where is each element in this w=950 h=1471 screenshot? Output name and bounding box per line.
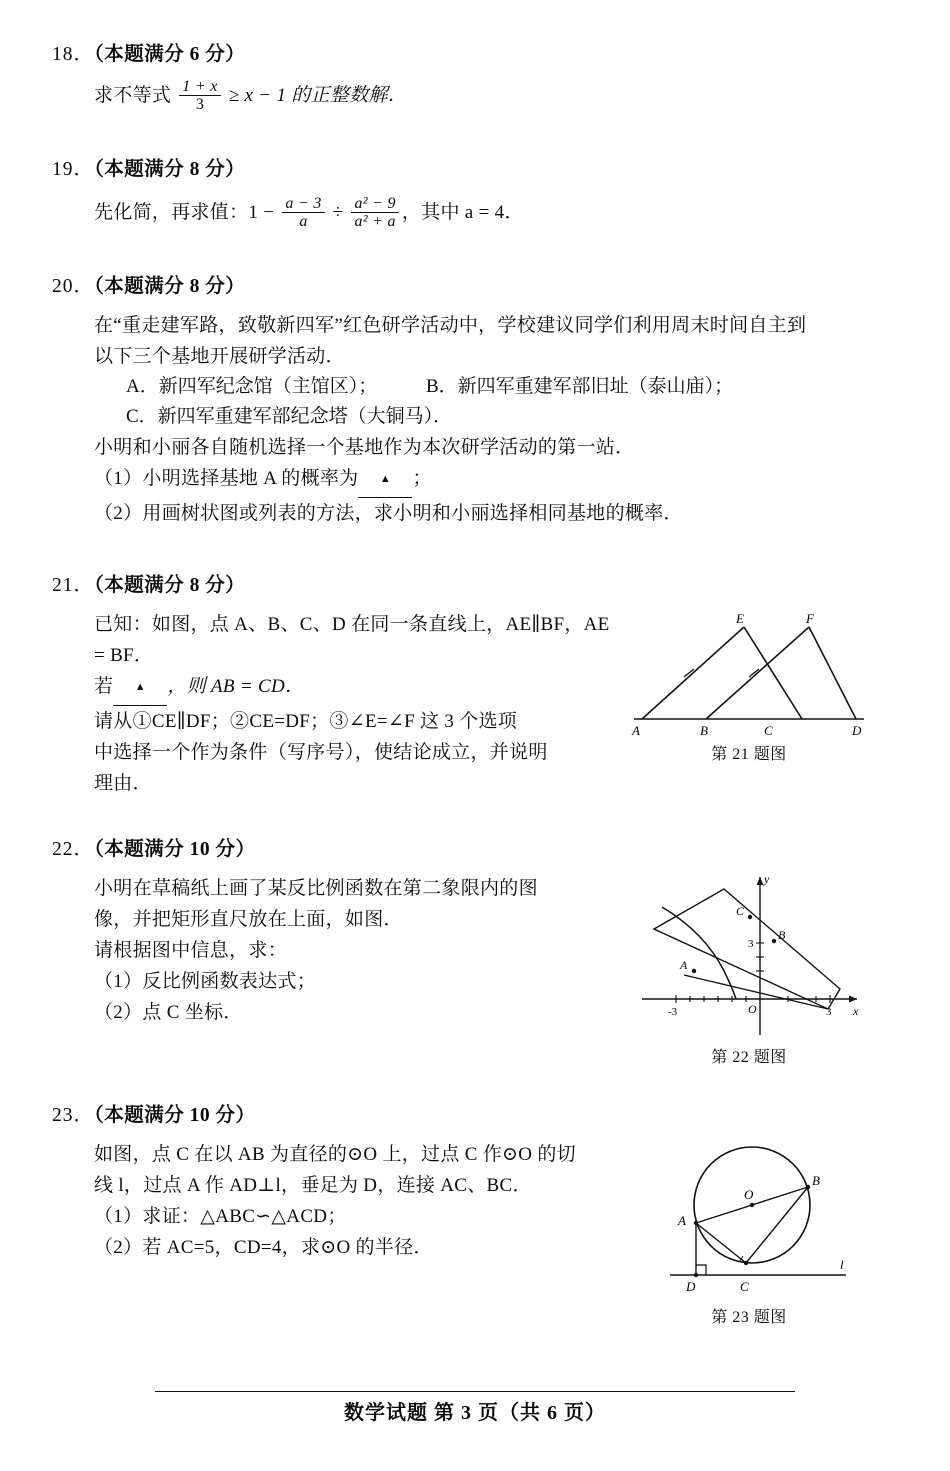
problem-20-option-b: B．新四军重建军部旧址（泰山庙）； <box>426 376 734 397</box>
answer-blank[interactable] <box>113 671 167 706</box>
problem-22-figure <box>632 867 867 1042</box>
problem-21-line-5: 理由． <box>94 773 152 794</box>
problem-19-pre: 先化简，再求值：1 − <box>94 202 280 223</box>
problem-20 <box>0 230 950 529</box>
problem-21-text <box>52 603 612 799</box>
problem-20-question-2: （2）用画树状图或列表的方法，求小明和小丽选择相同基地的概率． <box>94 503 683 524</box>
problem-20-options-ab <box>52 372 886 402</box>
fraction-numerator: a² − 9 <box>354 195 396 212</box>
problem-21 <box>0 529 950 799</box>
problem-19 <box>0 113 950 230</box>
svg-text:C: C <box>740 1279 749 1294</box>
problem-21-score: （本题满分 8 分） <box>94 575 246 596</box>
problem-20-line-2: 以下三个基地开展研学活动． <box>94 346 345 367</box>
problem-22-question-1: （1）反比例函数表达式； <box>94 971 317 992</box>
problem-21-line-1: 已知：如图，点 A、B、C、D 在同一条直线上，AE∥BF，AE = BF． <box>94 614 610 666</box>
svg-text:D: D <box>686 1279 696 1294</box>
problem-20-line-1: 在“重走建军路，致敬新四军”红色研学活动中，学校建议同学们利用周末时间自主到 <box>94 315 807 336</box>
page-footer <box>0 1391 950 1425</box>
fraction-a-minus-3-over-a <box>282 195 324 230</box>
svg-text:A: A <box>679 958 687 972</box>
problem-19-divide: ÷ <box>327 202 349 223</box>
problem-23-score: （本题满分 10 分） <box>94 1105 256 1126</box>
problem-18-post: ≥ x − 1 的正整数解． <box>223 85 408 106</box>
fraction-numerator: a − 3 <box>285 195 322 212</box>
problem-21-figure-caption: 第 21 题图 <box>711 746 787 763</box>
problem-22-line-3: 请根据图中信息，求： <box>94 940 288 961</box>
fraction-a2-minus-9-over-a2-plus-a <box>351 195 398 230</box>
svg-text:3: 3 <box>747 938 753 950</box>
answer-blank[interactable] <box>358 463 412 498</box>
problem-23-line-2: 线 l，过点 A 作 AD⊥l，垂足为 D，连接 AC、BC． <box>94 1175 532 1196</box>
fraction-denominator: a² + a <box>351 212 398 230</box>
problem-18-header <box>52 38 886 66</box>
problem-18 <box>0 0 950 113</box>
svg-text:-3: -3 <box>667 1006 677 1018</box>
svg-text:y: y <box>763 872 769 886</box>
problem-18-pre: 求不等式 <box>94 85 177 106</box>
problem-20-options-c <box>52 402 886 432</box>
problem-21-figure <box>624 609 874 739</box>
problem-20-option-c: C．新四军重建军部纪念塔（大铜马）． <box>126 406 453 427</box>
problem-23-figure <box>634 1137 864 1302</box>
problem-23 <box>0 1067 950 1327</box>
problem-22-figure-block <box>612 867 886 1067</box>
svg-text:D: D <box>852 723 862 738</box>
problem-23-text <box>52 1133 612 1263</box>
svg-text:A: A <box>632 723 640 738</box>
problem-22-figure-caption: 第 22 题图 <box>711 1049 787 1066</box>
problem-19-statement <box>52 187 886 230</box>
problem-22-header <box>52 833 886 861</box>
problem-20-number: 20． <box>52 276 95 297</box>
problem-21-line-2 <box>52 671 612 706</box>
problem-20-score: （本题满分 8 分） <box>94 276 246 297</box>
fraction-numerator: 1 + x <box>182 78 218 95</box>
problem-20-line-3: 小明和小丽各自随机选择一个基地作为本次研学活动的第一站． <box>94 437 635 458</box>
problem-23-content <box>52 1133 886 1327</box>
problem-22-question-2: （2）点 C 坐标． <box>94 1002 243 1023</box>
problem-18-number: 18． <box>52 44 95 65</box>
problem-21-l2-post: ，则 AB = CD． <box>167 676 305 697</box>
svg-text:x: x <box>852 1004 858 1018</box>
svg-text:B: B <box>777 928 785 942</box>
problem-19-header <box>52 153 886 181</box>
svg-text:F: F <box>806 611 814 626</box>
problem-23-question-1: （1）求证：△ABC∽△ACD； <box>94 1206 347 1227</box>
svg-text:O: O <box>747 1002 757 1016</box>
problem-21-figure-block <box>612 609 886 764</box>
svg-text:O: O <box>744 1187 754 1202</box>
problem-21-l2-pre: 若 <box>94 676 114 697</box>
fraction-1-plus-x-over-3 <box>179 78 220 113</box>
problem-22 <box>0 799 950 1067</box>
problem-22-text <box>52 867 612 1028</box>
svg-text:C: C <box>764 723 773 738</box>
fraction-denominator: 3 <box>179 95 220 113</box>
problem-19-score: （本题满分 8 分） <box>94 159 246 180</box>
problem-21-content <box>52 603 886 799</box>
problem-20-question-1 <box>52 463 886 498</box>
problem-20-q1-post: ； <box>412 468 432 489</box>
problem-22-content <box>52 867 886 1067</box>
svg-text:l: l <box>840 1257 844 1272</box>
problem-23-header <box>52 1099 886 1127</box>
svg-text:B: B <box>812 1173 820 1188</box>
fraction-denominator: a <box>282 212 324 230</box>
svg-text:3: 3 <box>825 1006 831 1018</box>
problem-20-q1-pre: （1）小明选择基地 A 的概率为 <box>94 468 359 489</box>
svg-text:C: C <box>735 904 744 918</box>
problem-23-number: 23． <box>52 1105 95 1126</box>
problem-21-line-4: 中选择一个作为条件（写序号），使结论成立，并说明 <box>94 742 548 763</box>
problem-23-figure-caption: 第 23 题图 <box>711 1309 787 1326</box>
problem-21-line-3: 请从①CE∥DF；②CE=DF；③∠E=∠F 这 3 个选项 <box>94 711 518 732</box>
problem-22-line-2: 像，并把矩形直尺放在上面，如图． <box>94 909 403 930</box>
problem-23-line-1: 如图，点 C 在以 AB 为直径的⊙O 上，过点 C 作⊙O 的切 <box>94 1144 576 1165</box>
problem-18-score: （本题满分 6 分） <box>94 44 246 65</box>
problem-20-header <box>52 270 886 298</box>
problem-22-number: 22． <box>52 839 95 860</box>
problem-21-header <box>52 569 886 597</box>
problem-22-line-1: 小明在草稿纸上画了某反比例函数在第二象限内的图 <box>94 878 538 899</box>
footer-divider <box>155 1391 795 1392</box>
svg-text:B: B <box>700 723 708 738</box>
problem-23-question-2: （2）若 AC=5，CD=4，求⊙O 的半径． <box>94 1237 433 1258</box>
svg-text:A: A <box>678 1213 686 1228</box>
svg-text:E: E <box>736 611 744 626</box>
problem-18-statement <box>52 72 886 113</box>
problem-23-figure-block <box>612 1137 886 1327</box>
problem-19-post: ，其中 a = 4． <box>401 202 524 223</box>
problem-21-number: 21． <box>52 575 95 596</box>
problem-19-number: 19． <box>52 159 95 180</box>
footer-text: 数学试题 第 3 页（共 6 页） <box>344 1402 606 1424</box>
problem-20-option-a: A．新四军纪念馆（主馆区）； <box>126 376 378 397</box>
problem-22-score: （本题满分 10 分） <box>94 839 256 860</box>
